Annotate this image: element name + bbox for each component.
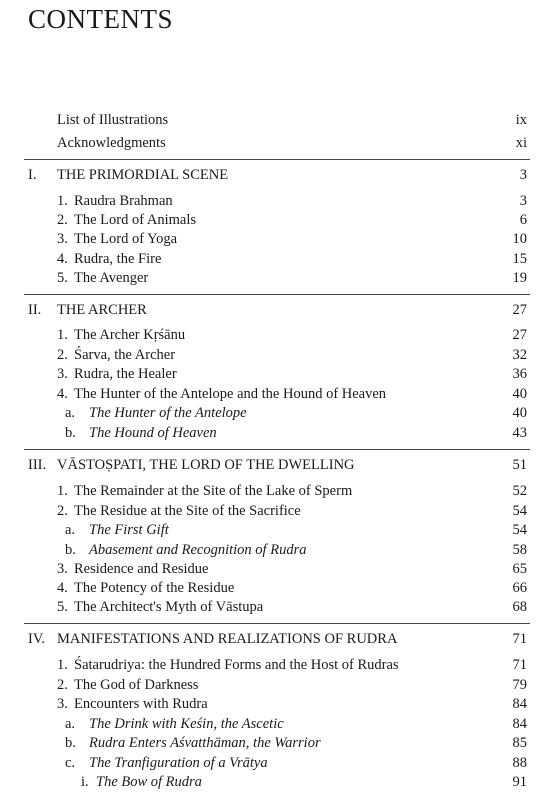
entry-title: Śarva, the Archer	[74, 347, 176, 363]
page-number: 84	[512, 696, 527, 712]
entry-number: 2.	[57, 677, 68, 693]
entry-title: The Hound of Heaven	[89, 425, 217, 441]
entry-title: The Avenger	[74, 270, 149, 286]
toc-front-row	[0, 110, 548, 130]
entry-title: Raudra Brahman	[74, 193, 173, 209]
toc-sub-row	[0, 403, 548, 423]
entry-number: 4.	[57, 386, 68, 402]
entry-title: THE ARCHER	[57, 302, 147, 318]
entry-title: The God of Darkness	[74, 677, 199, 693]
section-divider	[24, 623, 530, 624]
entry-number: 1.	[57, 327, 68, 343]
entry-number: 3.	[57, 696, 68, 712]
page-number: 6	[519, 212, 527, 228]
toc-sec-row	[0, 249, 548, 269]
entry-number: 4.	[57, 580, 68, 596]
toc-sec-row	[0, 268, 548, 288]
entry-number: 5.	[57, 599, 68, 615]
toc-sub-row	[0, 423, 548, 443]
entry-number: 2.	[57, 212, 68, 228]
page-number: 10	[512, 231, 527, 247]
toc-sec-row	[0, 655, 548, 675]
entry-title: Residence and Residue	[74, 561, 209, 577]
page-number: 27	[512, 302, 527, 318]
page-number: 88	[512, 755, 527, 771]
toc-sec-row	[0, 481, 548, 501]
entry-number: III.	[28, 457, 47, 473]
page-number: 27	[512, 327, 527, 343]
entry-number: 1.	[57, 657, 68, 673]
entry-title: The First Gift	[89, 522, 169, 538]
entry-title: The Hunter of the Antelope	[89, 405, 247, 421]
entry-title: The Lord of Yoga	[74, 231, 178, 247]
toc-sec-row	[0, 578, 548, 598]
entry-number: IV.	[28, 631, 46, 647]
entry-title: The Residue at the Site of the Sacrifice	[74, 503, 301, 519]
entry-number: 2.	[57, 503, 68, 519]
toc-sec-row	[0, 325, 548, 345]
entry-title: Encounters with Rudra	[74, 696, 208, 712]
entry-title: Rudra Enters Aśvatthāman, the Warrior	[89, 735, 321, 751]
toc-sub-row	[0, 520, 548, 540]
page-number: 19	[512, 270, 527, 286]
front-label: Acknowledgments	[57, 135, 166, 151]
toc-sec-row	[0, 191, 548, 211]
entry-title: The Remainder at the Site of the Lake of Sperm	[74, 483, 353, 499]
page-number: 43	[512, 425, 527, 441]
toc-front-row	[0, 133, 548, 153]
page-number: 58	[512, 542, 527, 558]
entry-title: Abasement and Recognition of Rudra	[89, 542, 307, 558]
entry-number: 4.	[57, 251, 68, 267]
entry-title: The Lord of Animals	[74, 212, 197, 228]
section-divider	[24, 294, 530, 295]
entry-number: II.	[28, 302, 42, 318]
toc-sec-row	[0, 210, 548, 230]
toc-sec-row	[0, 345, 548, 365]
toc-sec-row	[0, 694, 548, 714]
page-number: 36	[512, 366, 527, 382]
entry-number: b.	[65, 542, 76, 558]
entry-number: 5.	[57, 270, 68, 286]
page-number: xi	[515, 135, 527, 151]
toc-sec-row	[0, 384, 548, 404]
page-number: 66	[512, 580, 527, 596]
entry-number: a.	[65, 522, 76, 538]
entry-number: a.	[65, 716, 76, 732]
entry-number: 3.	[57, 366, 68, 382]
entry-number: b.	[65, 425, 76, 441]
entry-number: 3.	[57, 561, 68, 577]
entry-number: a.	[65, 405, 76, 421]
page-title: CONTENTS	[28, 4, 173, 34]
page-number: 3	[519, 167, 527, 183]
toc-sub-row	[0, 540, 548, 560]
entry-title: The Tranfiguration of a Vrātya	[89, 755, 268, 771]
entry-number: 3.	[57, 231, 68, 247]
page-number: 85	[512, 735, 527, 751]
page-number: 3	[519, 193, 527, 209]
entry-number: 1.	[57, 193, 68, 209]
toc-sec-row	[0, 229, 548, 249]
entry-title: The Architect's Myth of Vāstupa	[74, 599, 264, 615]
page-number: 84	[512, 716, 527, 732]
page-number: 68	[512, 599, 527, 615]
page-number: 65	[512, 561, 527, 577]
page-number: 52	[512, 483, 527, 499]
toc-sec-row	[0, 501, 548, 521]
entry-title: Śatarudriya: the Hundred Forms and the Host of Rudras	[74, 657, 399, 673]
section-divider	[24, 159, 530, 160]
toc-sec-row	[0, 675, 548, 695]
entry-number: b.	[65, 735, 76, 751]
page-number: 51	[512, 457, 527, 473]
entry-title: The Potency of the Residue	[74, 580, 235, 596]
page-number: 32	[512, 347, 527, 363]
entry-number: 1.	[57, 483, 68, 499]
toc-part-row	[0, 165, 548, 185]
toc-sec-row	[0, 597, 548, 617]
page-number: 40	[512, 405, 527, 421]
page-number: 15	[512, 251, 527, 267]
entry-title: THE PRIMORDIAL SCENE	[57, 167, 229, 183]
entry-number: I.	[28, 167, 37, 183]
toc-part-row	[0, 455, 548, 475]
entry-number: i.	[81, 774, 89, 790]
toc-sub-row	[0, 753, 548, 773]
page-number: 91	[512, 774, 527, 790]
page-number: 40	[512, 386, 527, 402]
page-number: 71	[512, 631, 527, 647]
entry-title: MANIFESTATIONS AND REALIZATIONS OF RUDRA	[57, 631, 398, 647]
entry-title: The Drink with Keśin, the Ascetic	[89, 716, 284, 732]
entry-title: The Hunter of the Antelope and the Hound of Heaven	[74, 386, 387, 402]
toc-sub-row	[0, 714, 548, 734]
entry-title: VĀSTOṢPATI, THE LORD OF THE DWELLING	[57, 457, 355, 473]
page-number: 71	[512, 657, 527, 673]
entry-number: c.	[65, 755, 76, 771]
toc-sec-row	[0, 559, 548, 579]
entry-number: 2.	[57, 347, 68, 363]
toc-part-row	[0, 629, 548, 649]
section-divider	[24, 449, 530, 450]
toc-part-row	[0, 300, 548, 320]
front-label: List of Illustrations	[57, 112, 169, 128]
entry-title: The Archer Kṛśānu	[74, 327, 186, 343]
page-number: 79	[512, 677, 527, 693]
entry-title: The Bow of Rudra	[96, 774, 202, 790]
toc-sub-row	[0, 733, 548, 753]
toc-subsub-row	[0, 772, 548, 792]
toc-sec-row	[0, 364, 548, 384]
entry-title: Rudra, the Fire	[74, 251, 162, 267]
entry-title: Rudra, the Healer	[74, 366, 177, 382]
page-number: ix	[515, 112, 527, 128]
page-number: 54	[512, 503, 527, 519]
page-number: 54	[512, 522, 527, 538]
